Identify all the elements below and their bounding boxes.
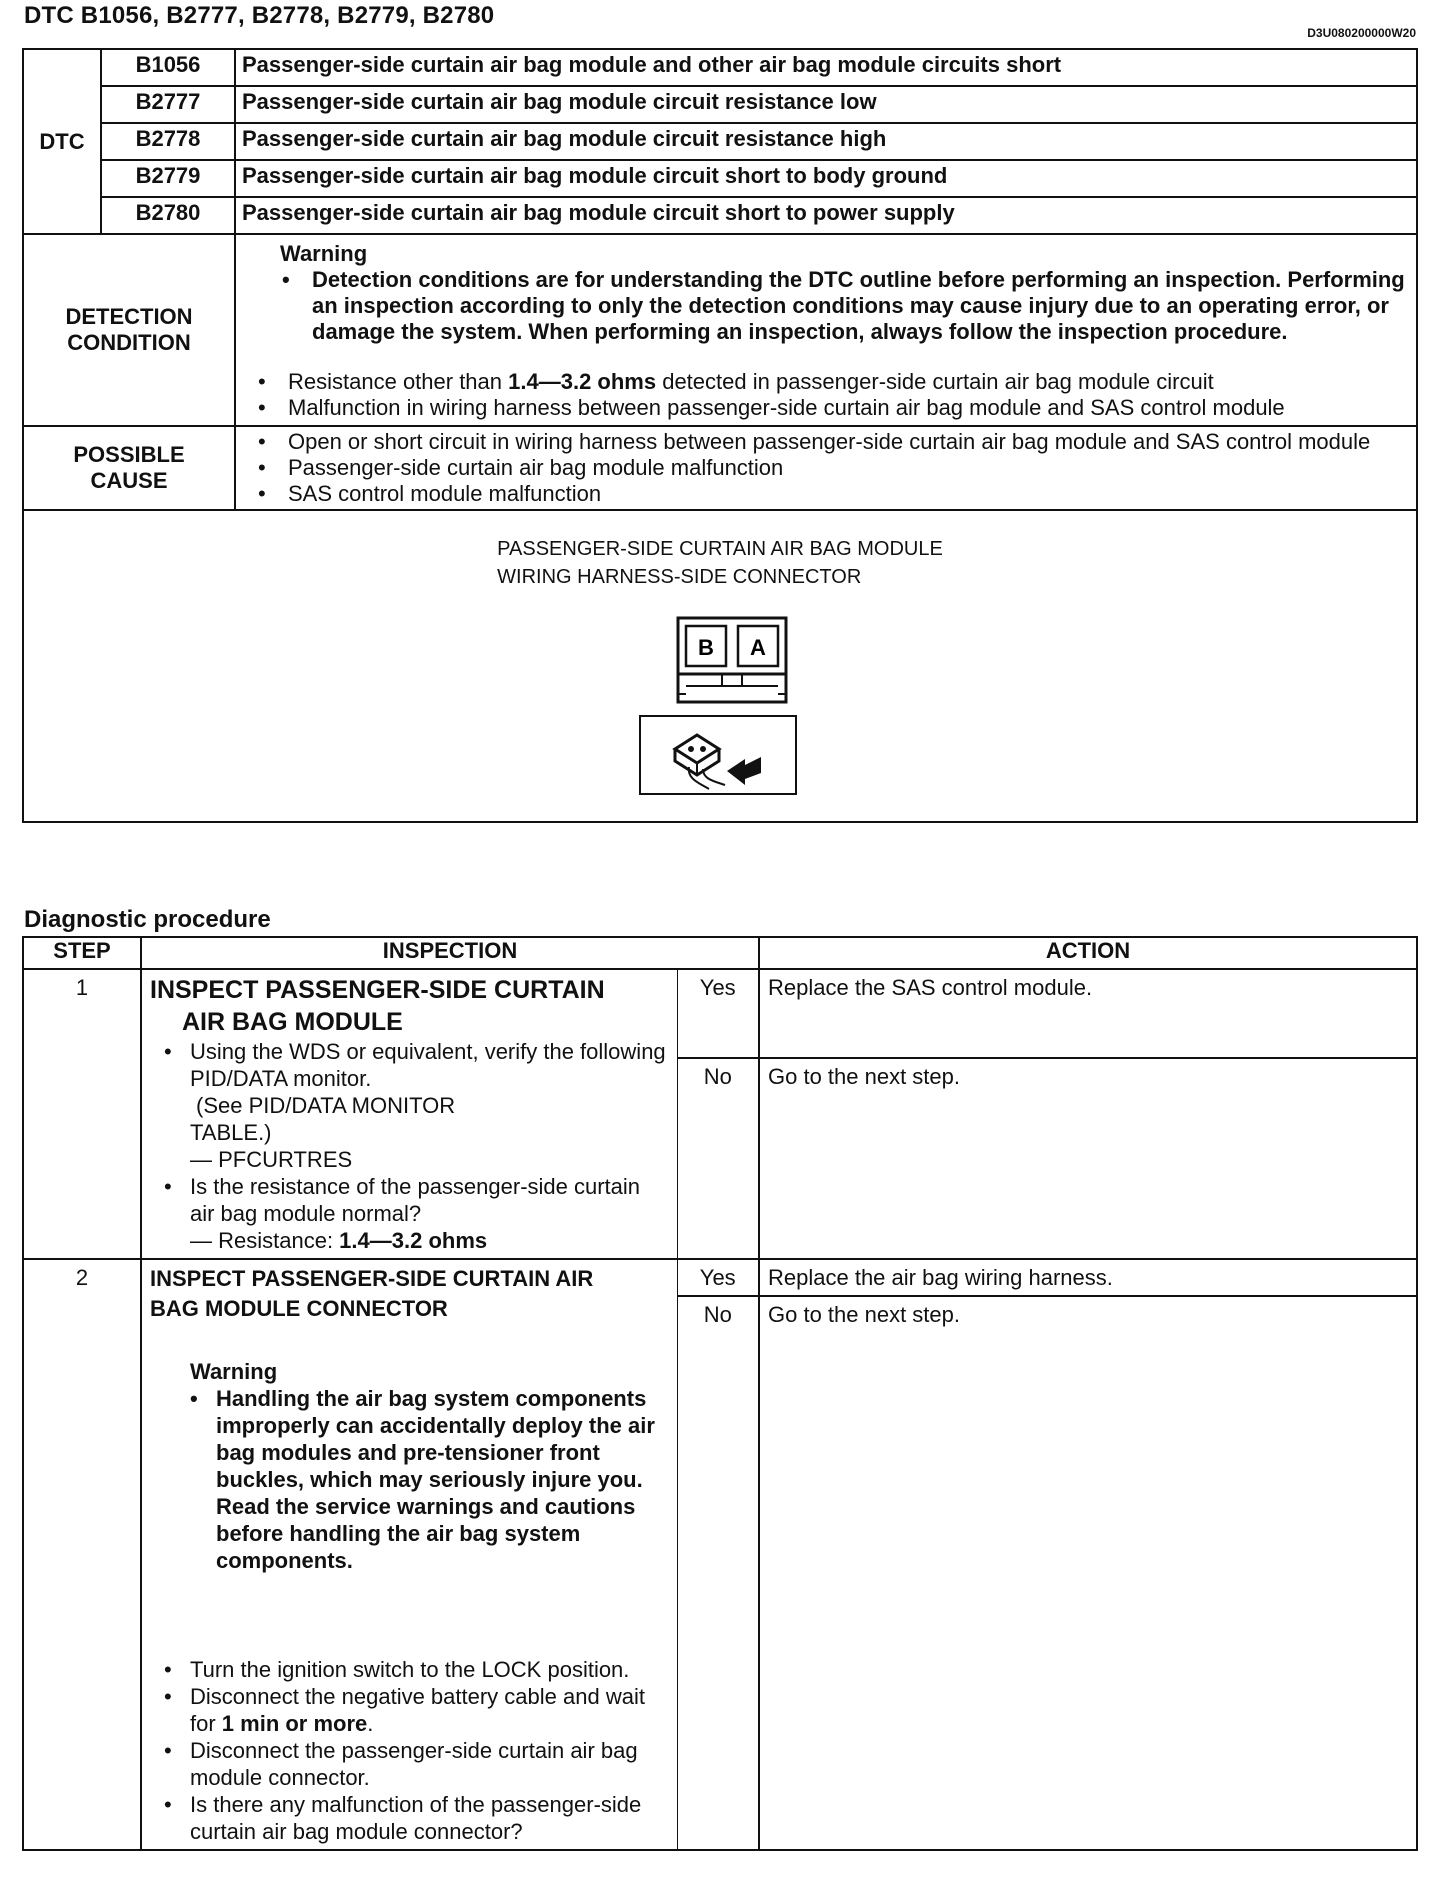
yes-label: Yes <box>677 969 759 1058</box>
yes-label: Yes <box>677 1259 759 1296</box>
instruction-item: • Is there any malfunction of the passenger-side curtain air bag module connector? <box>150 1791 671 1845</box>
step-number: 1 <box>23 969 141 1259</box>
warning-list <box>150 1385 671 1574</box>
possible-cause-row <box>23 426 1417 510</box>
cause-label-line1: POSSIBLE <box>73 442 185 467</box>
no-action: Go to the next step. <box>759 1296 1417 1850</box>
detection-item: • Malfunction in wiring harness between passenger-side curtain air bag module and SAS control module <box>240 395 1406 421</box>
warning-title: Warning <box>190 1359 278 1384</box>
step-2-inspection <box>141 1259 677 1850</box>
step-heading <box>150 974 671 1038</box>
see-reference-line2: TABLE.) <box>190 1120 272 1145</box>
step-heading-line1: INSPECT PASSENGER-SIDE CURTAIN <box>150 976 605 1004</box>
yes-action: Replace the air bag wiring harness. <box>759 1259 1417 1296</box>
possible-cause-content <box>235 426 1417 510</box>
action-header: ACTION <box>759 937 1417 969</box>
detection-label-line2: CONDITION <box>67 330 191 355</box>
dtc-description: Passenger-side curtain air bag module circuit short to body ground <box>235 160 1417 197</box>
resistance-value: 1.4—3.2 ohms <box>339 1228 488 1253</box>
cause-item: • Passenger-side curtain air bag module malfunction <box>240 455 1406 481</box>
detection-item-post: detected in passenger-side curtain air bag module circuit <box>656 369 1214 394</box>
dtc-table <box>22 48 1418 823</box>
warning-text: • Handling the air bag system components improperly can accidentally deploy the air bag modules and pre-tensioner front buckles, which may seriously injure you. Read the service warnings and cautions before handling the air bag system components. <box>150 1385 671 1574</box>
instruction-text: • Using the WDS or equivalent, verify the following PID/DATA monitor. <box>190 1039 666 1091</box>
no-label: No <box>677 1296 759 1850</box>
dtc-description: Passenger-side curtain air bag module circuit resistance low <box>235 86 1417 123</box>
detection-item-pre: Resistance other than <box>288 369 509 394</box>
caption-line1: PASSENGER-SIDE CURTAIN AIR BAG MODULE <box>497 538 943 560</box>
step-heading-line2: AIR BAG MODULE <box>182 1008 403 1036</box>
warning-title: Warning <box>280 241 368 266</box>
dtc-row <box>23 123 1417 160</box>
step-2-yes-row <box>23 1259 1417 1296</box>
warning-list <box>240 267 1406 345</box>
step-header: STEP <box>23 937 141 969</box>
no-label: No <box>677 1058 759 1259</box>
dtc-row <box>23 86 1417 123</box>
dtc-description: Passenger-side curtain air bag module and other air bag module circuits short <box>235 49 1417 86</box>
resistance-prefix: — Resistance: <box>190 1228 340 1253</box>
detection-condition-label <box>23 234 235 426</box>
detection-condition-row <box>23 234 1417 426</box>
dtc-code: B2779 <box>101 160 235 197</box>
dtc-description: Passenger-side curtain air bag module circuit resistance high <box>235 123 1417 160</box>
cause-list <box>240 429 1406 507</box>
detection-item <box>240 369 1406 395</box>
step-number: 2 <box>23 1259 141 1850</box>
procedure-table <box>22 936 1418 1851</box>
instruction-item <box>150 1173 671 1254</box>
instruction-pre: Disconnect the negative battery cable and wait for <box>190 1684 645 1736</box>
harness-connector-diagram <box>676 616 788 706</box>
step-1-yes-row <box>23 969 1417 1058</box>
detection-label-line1: DETECTION <box>65 304 193 329</box>
dtc-code: B1056 <box>101 49 235 86</box>
possible-cause-label <box>23 426 235 510</box>
step-1-inspection <box>141 969 677 1259</box>
step-heading-line1: INSPECT PASSENGER-SIDE CURTAIN AIR <box>150 1266 594 1291</box>
dtc-row <box>23 197 1417 234</box>
dtc-code: B2777 <box>101 86 235 123</box>
dtc-description: Passenger-side curtain air bag module circuit short to power supply <box>235 197 1417 234</box>
warning-text: • Detection conditions are for understanding the DTC outline before performing an inspection. Performing an inspection according to only the detection conditions may cause injury due to an operating error, or damage the system. When performing an inspection, always follow the inspection procedure. <box>240 267 1406 345</box>
page-title: DTC B1056, B2777, B2778, B2779, B2780 <box>24 2 495 29</box>
cause-item: • SAS control module malfunction <box>240 481 1406 507</box>
procedure-header-row <box>23 937 1417 969</box>
instruction-item: • Turn the ignition switch to the LOCK position. <box>150 1656 671 1683</box>
dtc-code: B2780 <box>101 197 235 234</box>
instruction-post: . <box>367 1711 374 1736</box>
instruction-item <box>150 1038 671 1173</box>
instruction-item <box>150 1683 671 1737</box>
no-action: Go to the next step. <box>759 1058 1417 1259</box>
dtc-row <box>23 49 1417 86</box>
resistance-spec <box>190 1227 671 1254</box>
dtc-row <box>23 160 1417 197</box>
caption-line2: WIRING HARNESS-SIDE CONNECTOR <box>497 566 862 588</box>
connector-probe-icon <box>639 715 797 795</box>
yes-action: Replace the SAS control module. <box>759 969 1417 1058</box>
resistance-value: 1.4—3.2 ohms <box>508 369 657 394</box>
step-instructions <box>150 1656 671 1845</box>
figure-caption <box>24 535 1416 591</box>
terminal-b-label: B <box>698 635 714 660</box>
dtc-label: DTC <box>23 49 101 234</box>
document-code: D3U080200000W20 <box>1307 26 1416 40</box>
step-heading <box>150 1264 671 1324</box>
step-heading-line2: BAG MODULE CONNECTOR <box>150 1296 448 1321</box>
procedure-title: Diagnostic procedure <box>24 906 271 933</box>
inspection-header: INSPECTION <box>141 937 759 969</box>
terminal-a-label: A <box>750 635 766 660</box>
pid-name: — PFCURTRES <box>190 1147 353 1172</box>
instruction-item: • Disconnect the passenger-side curtain air bag module connector. <box>150 1737 671 1791</box>
cause-label-line2: CAUSE <box>90 468 168 493</box>
connector-figure <box>23 510 1417 822</box>
wait-time: 1 min or more <box>221 1711 368 1736</box>
instruction-text: • Is the resistance of the passenger-side curtain air bag module normal? <box>190 1174 641 1226</box>
step-instructions <box>150 1038 671 1254</box>
detection-condition-content <box>235 234 1417 426</box>
detection-list <box>240 369 1406 421</box>
figure-row <box>23 510 1417 822</box>
cause-item: • Open or short circuit in wiring harness between passenger-side curtain air bag module and SAS control module <box>240 429 1406 455</box>
dtc-code: B2778 <box>101 123 235 160</box>
see-reference-line1: (See PID/DATA MONITOR <box>196 1093 456 1118</box>
